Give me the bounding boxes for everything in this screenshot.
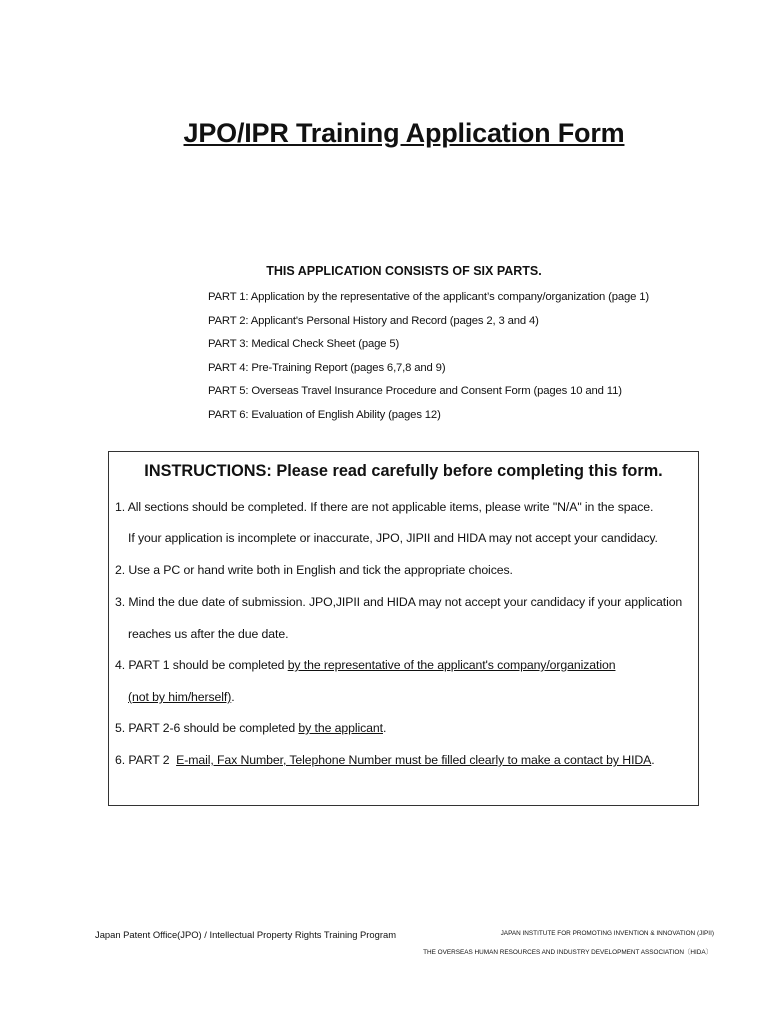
instruction-4-continued-suffix: . xyxy=(231,690,235,704)
instruction-4-continued xyxy=(128,690,235,704)
parts-heading: THIS APPLICATION CONSISTS OF SIX PARTS. xyxy=(266,264,542,278)
part-6-item: PART 6: Evaluation of English Ability (pages 12) xyxy=(208,408,441,421)
part-1-item: PART 1: Application by the representative of the applicant’s company/organization (page 1) xyxy=(208,291,649,303)
instruction-5-prefix: 5. PART 2-6 should be completed xyxy=(115,721,299,735)
part-5-item: PART 5: Overseas Travel Insurance Procedure and Consent Form (pages 10 and 11) xyxy=(208,385,622,398)
footer-hida: THE OVERSEAS HUMAN RESOURCES AND INDUSTRY DEVELOPMENT ASSOCIATION〔HIDA〕 xyxy=(423,949,712,956)
footer-jipii: JAPAN INSTITUTE FOR PROMOTING INVENTION & INNOVATION (JIPII) xyxy=(500,930,714,937)
instruction-3-continued: reaches us after the due date. xyxy=(128,627,289,641)
part-2-item: PART 2: Applicant's Personal History and Record (pages 2, 3 and 4) xyxy=(208,314,539,327)
instructions-heading: INSTRUCTIONS: Please read carefully before completing this form. xyxy=(144,462,663,480)
instruction-5 xyxy=(115,721,386,735)
instruction-2: 2. Use a PC or hand write both in English and tick the appropriate choices. xyxy=(115,563,513,577)
instruction-5-underlined: by the applicant xyxy=(298,721,383,735)
instruction-1: 1. All sections should be completed. If there are not applicable items, please write "N/A" in the space. xyxy=(115,500,654,514)
part-3-item: PART 3: Medical Check Sheet (page 5) xyxy=(208,338,400,351)
instruction-1-continued: If your application is incomplete or inaccurate, JPO, JIPII and HIDA may not accept your candidacy. xyxy=(128,531,658,545)
instruction-6 xyxy=(115,753,655,767)
instructions-box xyxy=(108,451,699,806)
instruction-6-underlined: E-mail, Fax Number, Telephone Number must be filled clearly to make a contact by HIDA xyxy=(176,753,652,767)
form-title: JPO/IPR Training Application Form xyxy=(183,118,625,148)
instruction-6-prefix: 6. PART 2 xyxy=(115,753,177,767)
part-4-item: PART 4: Pre-Training Report (pages 6,7,8 and 9) xyxy=(208,361,446,374)
parts-list xyxy=(208,289,649,431)
instruction-3: 3. Mind the due date of submission. JPO,JIPII and HIDA may not accept your candidacy if your application xyxy=(115,595,683,609)
instruction-4-continued-underlined: (not by him/herself) xyxy=(128,690,232,704)
instruction-6-suffix: . xyxy=(651,753,655,767)
footer-program-name: Japan Patent Office(JPO) / Intellectual Property Rights Training Program xyxy=(95,929,397,940)
instruction-4 xyxy=(115,658,615,672)
instruction-5-suffix: . xyxy=(382,721,387,735)
instruction-4-underlined: by the representative of the applicant's company/organization xyxy=(287,658,616,672)
instruction-4-prefix: 4. PART 1 should be completed xyxy=(115,658,288,672)
